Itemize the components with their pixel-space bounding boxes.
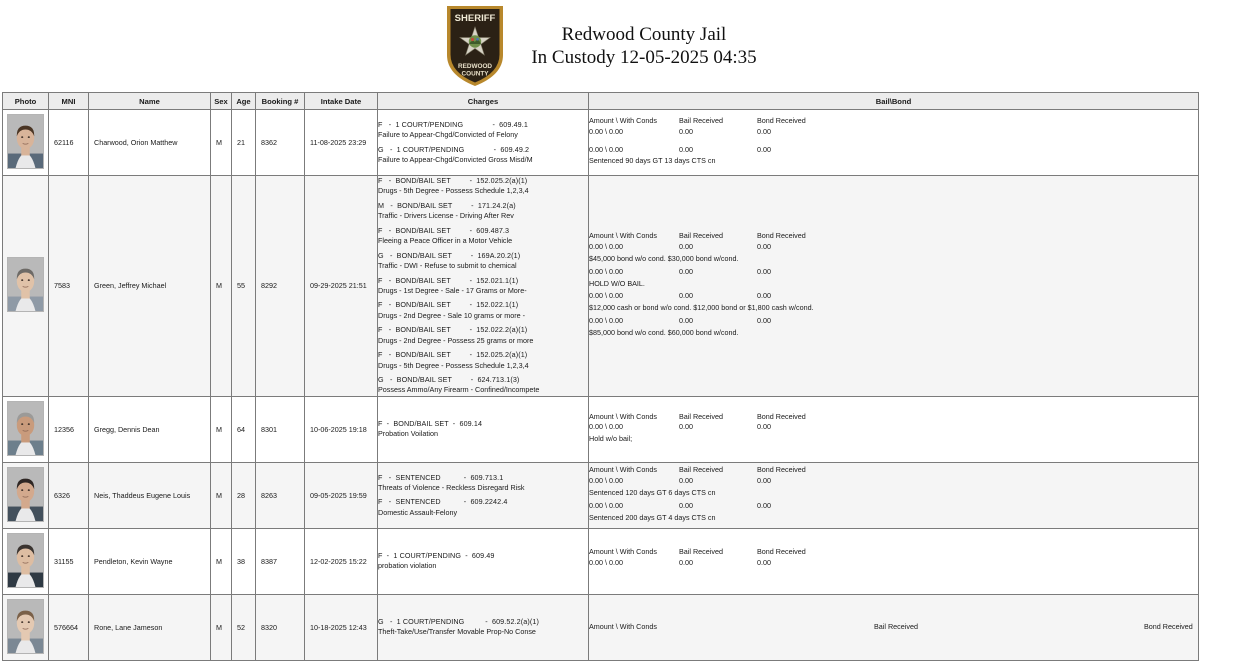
- table-row[interactable]: [3, 396, 1199, 462]
- charge-entry: [378, 375, 588, 396]
- table-row[interactable]: [3, 462, 1199, 528]
- inmate-name: Green, Jeffrey Michael: [89, 176, 211, 397]
- bailbond-bail-received-value: 0.00: [679, 291, 693, 301]
- bailbond-header-amount: Amount \ With Conds: [589, 115, 657, 125]
- inmate-photo-cell: [3, 462, 49, 528]
- bailbond-bail-received-value: 0.00: [679, 476, 693, 486]
- bailbond-bail-received-value: 0.00: [679, 315, 693, 325]
- charge-code-line: F - 1 COURT/PENDING - 609.49.1: [378, 119, 528, 129]
- inmate-intake-date: 10-18-2025 12:43: [305, 594, 378, 660]
- bailbond-condition-note: HOLD W/O BAIL.: [589, 278, 645, 288]
- inmate-sex: M: [211, 110, 232, 176]
- charge-entry: [378, 201, 588, 222]
- bailbond-condition-note: [589, 569, 1198, 576]
- inmate-intake-date: 09-29-2025 21:51: [305, 176, 378, 397]
- bailbond-header-bond-received: Bond Received: [1144, 621, 1193, 631]
- inmate-charges-cell: [378, 528, 589, 594]
- charge-description: probation violation: [378, 561, 437, 571]
- bailbond-header-bond-received: Bond Received: [757, 231, 806, 241]
- inmate-intake-date: 12-02-2025 15:22: [305, 528, 378, 594]
- charge-code-line: G - 1 COURT/PENDING - 609.52.2(a)(1): [378, 616, 539, 626]
- charge-code-line: F - SENTENCED - 609.713.1: [378, 472, 504, 482]
- inmate-booking-number: 8263: [256, 462, 305, 528]
- in-custody-roster-table: [2, 92, 1199, 661]
- bailbond-header: [589, 412, 1198, 423]
- column-header-bailbond: Bail\Bond: [589, 93, 1199, 110]
- bailbond-header: [589, 231, 1198, 242]
- charge-entry: [378, 251, 588, 272]
- inmate-age: 64: [232, 396, 256, 462]
- charge-code-line: G - 1 COURT/PENDING - 609.49.2: [378, 144, 530, 154]
- charge-entry: [378, 300, 588, 321]
- table-row[interactable]: [3, 176, 1199, 397]
- table-body: [3, 110, 1199, 661]
- bailbond-amount-value: 0.00 \ 0.00: [589, 126, 623, 136]
- inmate-sex: M: [211, 176, 232, 397]
- bailbond-condition-note: $85,000 bond w/o cond. $60,000 bond w/cond.: [589, 327, 739, 337]
- table-row[interactable]: [3, 528, 1199, 594]
- bailbond-amount-value: 0.00 \ 0.00: [589, 476, 623, 486]
- column-header-mni: MNI: [49, 93, 89, 110]
- charge-description: Traffic - Drivers License - Driving After Rev: [378, 211, 514, 221]
- charge-entry: [378, 325, 588, 346]
- inmate-age: 55: [232, 176, 256, 397]
- bailbond-header: [589, 116, 1198, 127]
- bailbond-condition-note: $45,000 bond w/o cond. $30,000 bond w/cond.: [589, 253, 739, 263]
- charge-code-line: F - 1 COURT/PENDING - 609.49: [378, 550, 495, 560]
- bailbond-header-amount: Amount \ With Conds: [589, 547, 657, 557]
- inmate-photo-cell: [3, 396, 49, 462]
- bailbond-header-bail-received: Bail Received: [874, 621, 918, 631]
- mugshot-pendleton: [7, 533, 44, 588]
- charge-description: Domestic Assault-Felony: [378, 507, 458, 517]
- inmate-age: 21: [232, 110, 256, 176]
- bailbond-amount-row: [589, 476, 1198, 487]
- charge-code-line: F - BOND/BAIL SET - 152.022.2(a)(1): [378, 325, 528, 335]
- bailbond-condition-note: Sentenced 120 days GT 6 days CTS cn: [589, 487, 716, 497]
- column-header-name: Name: [89, 93, 211, 110]
- inmate-photo-cell: [3, 176, 49, 397]
- charge-code-line: M - BOND/BAIL SET - 171.24.2(a): [378, 200, 516, 210]
- charge-description: Fleeing a Peace Officer in a Motor Vehicle: [378, 236, 513, 246]
- charge-entry: [378, 551, 588, 572]
- charge-description: Drugs - 2nd Degree - Sale 10 grams or more -: [378, 310, 526, 320]
- header-row: [3, 93, 1199, 110]
- bailbond-header-amount: Amount \ With Conds: [589, 411, 657, 421]
- bailbond-bail-received-value: 0.00: [679, 126, 693, 136]
- inmate-booking-number: 8387: [256, 528, 305, 594]
- charge-entry: [378, 617, 588, 638]
- charge-code-line: F - BOND/BAIL SET - 152.021.1(1): [378, 275, 519, 285]
- column-header-intake: Intake Date: [305, 93, 378, 110]
- inmate-mni: 62116: [49, 110, 89, 176]
- charge-description: Drugs - 5th Degree - Possess Schedule 1,2,3,4: [378, 360, 529, 370]
- page-header: [0, 0, 1200, 92]
- bailbond-amount-row: [589, 558, 1198, 569]
- inmate-bailbond-cell: [589, 176, 1199, 397]
- page-title: [531, 23, 756, 69]
- bailbond-amount-row: [589, 291, 1198, 302]
- jail-name: Redwood County Jail: [561, 23, 727, 45]
- column-header-age: Age: [232, 93, 256, 110]
- bailbond-amount-row: [589, 316, 1198, 327]
- mugshot-green: [7, 257, 44, 312]
- table-header: [3, 93, 1199, 110]
- charge-code-line: G - BOND/BAIL SET - 624.713.1(3): [378, 375, 520, 384]
- charge-description: Possess Ammo/Any Firearm - Confined/Incompete: [378, 385, 540, 395]
- inmate-intake-date: 11-08-2025 23:29: [305, 110, 378, 176]
- svg-text:COUNTY: COUNTY: [461, 70, 489, 78]
- charge-code-line: G - BOND/BAIL SET - 169A.20.2(1): [378, 250, 521, 260]
- inmate-mni: 576664: [49, 594, 89, 660]
- charge-entry: [378, 473, 588, 494]
- inmate-charges-cell: [378, 462, 589, 528]
- bailbond-bail-received-value: 0.00: [679, 266, 693, 276]
- inmate-sex: M: [211, 462, 232, 528]
- bailbond-condition-note: [589, 138, 1198, 145]
- charge-code-line: F - BOND/BAIL SET - 609.14: [378, 418, 483, 428]
- charge-code-line: F - SENTENCED - 609.2242.4: [378, 497, 508, 507]
- bailbond-bond-received-value: 0.00: [757, 315, 771, 325]
- svg-text:REDWOOD: REDWOOD: [458, 63, 493, 70]
- inmate-name: Charwood, Orion Matthew: [89, 110, 211, 176]
- bailbond-amount-row: [589, 267, 1198, 278]
- inmate-sex: M: [211, 594, 232, 660]
- inmate-name: Pendleton, Kevin Wayne: [89, 528, 211, 594]
- inmate-age: 38: [232, 528, 256, 594]
- inmate-age: 28: [232, 462, 256, 528]
- bailbond-bond-received-value: 0.00: [757, 422, 771, 432]
- charge-description: Theft-Take/Use/Transfer Movable Prop-No Conse: [378, 627, 536, 637]
- bailbond-bail-received-value: 0.00: [679, 557, 693, 567]
- inmate-booking-number: 8320: [256, 594, 305, 660]
- custody-timestamp: In Custody 12-05-2025 04:35: [531, 47, 757, 68]
- bailbond-header-bail-received: Bail Received: [679, 411, 723, 421]
- inmate-mni: 7583: [49, 176, 89, 397]
- inmate-photo-cell: [3, 528, 49, 594]
- charge-entry: [378, 176, 588, 197]
- charge-code-line: F - BOND/BAIL SET - 152.025.2(a)(1): [378, 176, 528, 185]
- inmate-photo-cell: [3, 110, 49, 176]
- charge-entry: [378, 497, 588, 518]
- bailbond-header: [589, 465, 1198, 476]
- bailbond-bail-received-value: 0.00: [679, 242, 693, 252]
- bailbond-amount-value: 0.00 \ 0.00: [589, 500, 623, 510]
- inmate-bailbond-cell: [589, 396, 1199, 462]
- bailbond-amount-value: 0.00 \ 0.00: [589, 266, 623, 276]
- inmate-mni: 6326: [49, 462, 89, 528]
- charge-entry: [378, 145, 588, 166]
- column-header-booking: Booking #: [256, 93, 305, 110]
- bailbond-amount-value: 0.00 \ 0.00: [589, 144, 623, 154]
- bailbond-bond-received-value: 0.00: [757, 242, 771, 252]
- inmate-sex: M: [211, 396, 232, 462]
- inmate-charges-cell: [378, 594, 589, 660]
- inmate-booking-number: 8292: [256, 176, 305, 397]
- bailbond-header-amount: Amount \ With Conds: [589, 231, 657, 241]
- bailbond-bond-received-value: 0.00: [757, 144, 771, 154]
- inmate-age: 52: [232, 594, 256, 660]
- bailbond-bond-received-value: 0.00: [757, 266, 771, 276]
- bailbond-header-bail-received: Bail Received: [679, 231, 723, 241]
- charge-entry: [378, 350, 588, 371]
- bailbond-condition-note: Sentenced 200 days GT 4 days CTS cn: [589, 512, 716, 522]
- inmate-charges-cell: [378, 396, 589, 462]
- charge-description: Failure to Appear-Chgd/Convicted of Felony: [378, 130, 518, 140]
- charge-description: Drugs - 5th Degree - Possess Schedule 1,2,3,4: [378, 186, 529, 196]
- bailbond-condition-note: $12,000 cash or bond w/o cond. $12,000 bond or $1,800 cash w/cond.: [589, 303, 814, 313]
- bailbond-amount-row: [589, 127, 1198, 138]
- mugshot-neis: [7, 467, 44, 522]
- bailbond-header-bail-received: Bail Received: [679, 115, 723, 125]
- inmate-booking-number: 8362: [256, 110, 305, 176]
- charge-entry: [378, 120, 588, 141]
- bailbond-amount-row: [589, 145, 1198, 156]
- mugshot-gregg: [7, 401, 44, 456]
- bailbond-header-bond-received: Bond Received: [757, 411, 806, 421]
- bailbond-bond-received-value: 0.00: [757, 476, 771, 486]
- charge-description: Drugs - 2nd Degree - Possess 25 grams or more: [378, 335, 534, 345]
- bailbond-amount-value: 0.00 \ 0.00: [589, 422, 623, 432]
- bailbond-header: [589, 622, 1198, 633]
- inmate-bailbond-cell: [589, 528, 1199, 594]
- mugshot-charwood: [7, 114, 44, 169]
- bailbond-amount-row: [589, 422, 1198, 433]
- inmate-mni: 31155: [49, 528, 89, 594]
- charge-description: Failure to Appear-Chgd/Convicted Gross Misd/M: [378, 154, 533, 164]
- bailbond-header-amount: Amount \ With Conds: [589, 621, 657, 631]
- inmate-intake-date: 10-06-2025 19:18: [305, 396, 378, 462]
- charge-description: Traffic - DWI - Refuse to submit to chemical: [378, 261, 517, 271]
- inmate-name: Rone, Lane Jameson: [89, 594, 211, 660]
- column-header-photo: Photo: [3, 93, 49, 110]
- charge-code-line: F - BOND/BAIL SET - 609.487.3: [378, 225, 510, 235]
- inmate-name: Gregg, Dennis Dean: [89, 396, 211, 462]
- bailbond-header-bond-received: Bond Received: [757, 465, 806, 475]
- bailbond-header-bond-received: Bond Received: [757, 547, 806, 557]
- inmate-photo-cell: [3, 594, 49, 660]
- bailbond-amount-value: 0.00 \ 0.00: [589, 315, 623, 325]
- mugshot-rone: [7, 599, 44, 654]
- charge-code-line: F - BOND/BAIL SET - 152.022.1(1): [378, 300, 519, 310]
- charge-entry: [378, 419, 588, 440]
- inmate-sex: M: [211, 528, 232, 594]
- charge-entry: [378, 276, 588, 297]
- bailbond-amount-value: 0.00 \ 0.00: [589, 291, 623, 301]
- bailbond-amount-row: [589, 501, 1198, 512]
- inmate-mni: 12356: [49, 396, 89, 462]
- sheriff-badge-icon: [443, 3, 507, 89]
- bailbond-header-bail-received: Bail Received: [679, 547, 723, 557]
- bailbond-condition-note: Sentenced 90 days GT 13 days CTS cn: [589, 156, 716, 166]
- bailbond-header-amount: Amount \ With Conds: [589, 465, 657, 475]
- bailbond-bail-received-value: 0.00: [679, 500, 693, 510]
- inmate-booking-number: 8301: [256, 396, 305, 462]
- bailbond-condition-note: Hold w/o bail;: [589, 434, 633, 444]
- bailbond-bond-received-value: 0.00: [757, 500, 771, 510]
- column-header-charges: Charges: [378, 93, 589, 110]
- table-row[interactable]: [3, 594, 1199, 660]
- bailbond-bond-received-value: 0.00: [757, 291, 771, 301]
- charge-description: Probation Voilation: [378, 429, 438, 439]
- svg-text:SHERIFF: SHERIFF: [454, 13, 496, 24]
- table-row[interactable]: [3, 110, 1199, 176]
- bailbond-header: [589, 547, 1198, 558]
- inmate-charges-cell: [378, 176, 589, 397]
- charge-description: Drugs - 1st Degree - Sale - 17 Grams or More-: [378, 285, 527, 295]
- inmate-bailbond-cell: [589, 110, 1199, 176]
- bailbond-amount-value: 0.00 \ 0.00: [589, 557, 623, 567]
- charge-entry: [378, 226, 588, 247]
- column-header-sex: Sex: [211, 93, 232, 110]
- inmate-bailbond-cell: [589, 594, 1199, 660]
- inmate-charges-cell: [378, 110, 589, 176]
- inmate-bailbond-cell: [589, 462, 1199, 528]
- bailbond-bail-received-value: 0.00: [679, 422, 693, 432]
- inmate-name: Neis, Thaddeus Eugene Louis: [89, 462, 211, 528]
- bailbond-bail-received-value: 0.00: [679, 144, 693, 154]
- bailbond-bond-received-value: 0.00: [757, 126, 771, 136]
- bailbond-amount-value: 0.00 \ 0.00: [589, 242, 623, 252]
- bailbond-header-bond-received: Bond Received: [757, 115, 806, 125]
- inmate-intake-date: 09-05-2025 19:59: [305, 462, 378, 528]
- bailbond-amount-row: [589, 242, 1198, 253]
- bailbond-bond-received-value: 0.00: [757, 557, 771, 567]
- charge-description: Threats of Violence - Reckless Disregard Risk: [378, 482, 525, 492]
- charge-code-line: F - BOND/BAIL SET - 152.025.2(a)(1): [378, 350, 528, 360]
- bailbond-header-bail-received: Bail Received: [679, 465, 723, 475]
